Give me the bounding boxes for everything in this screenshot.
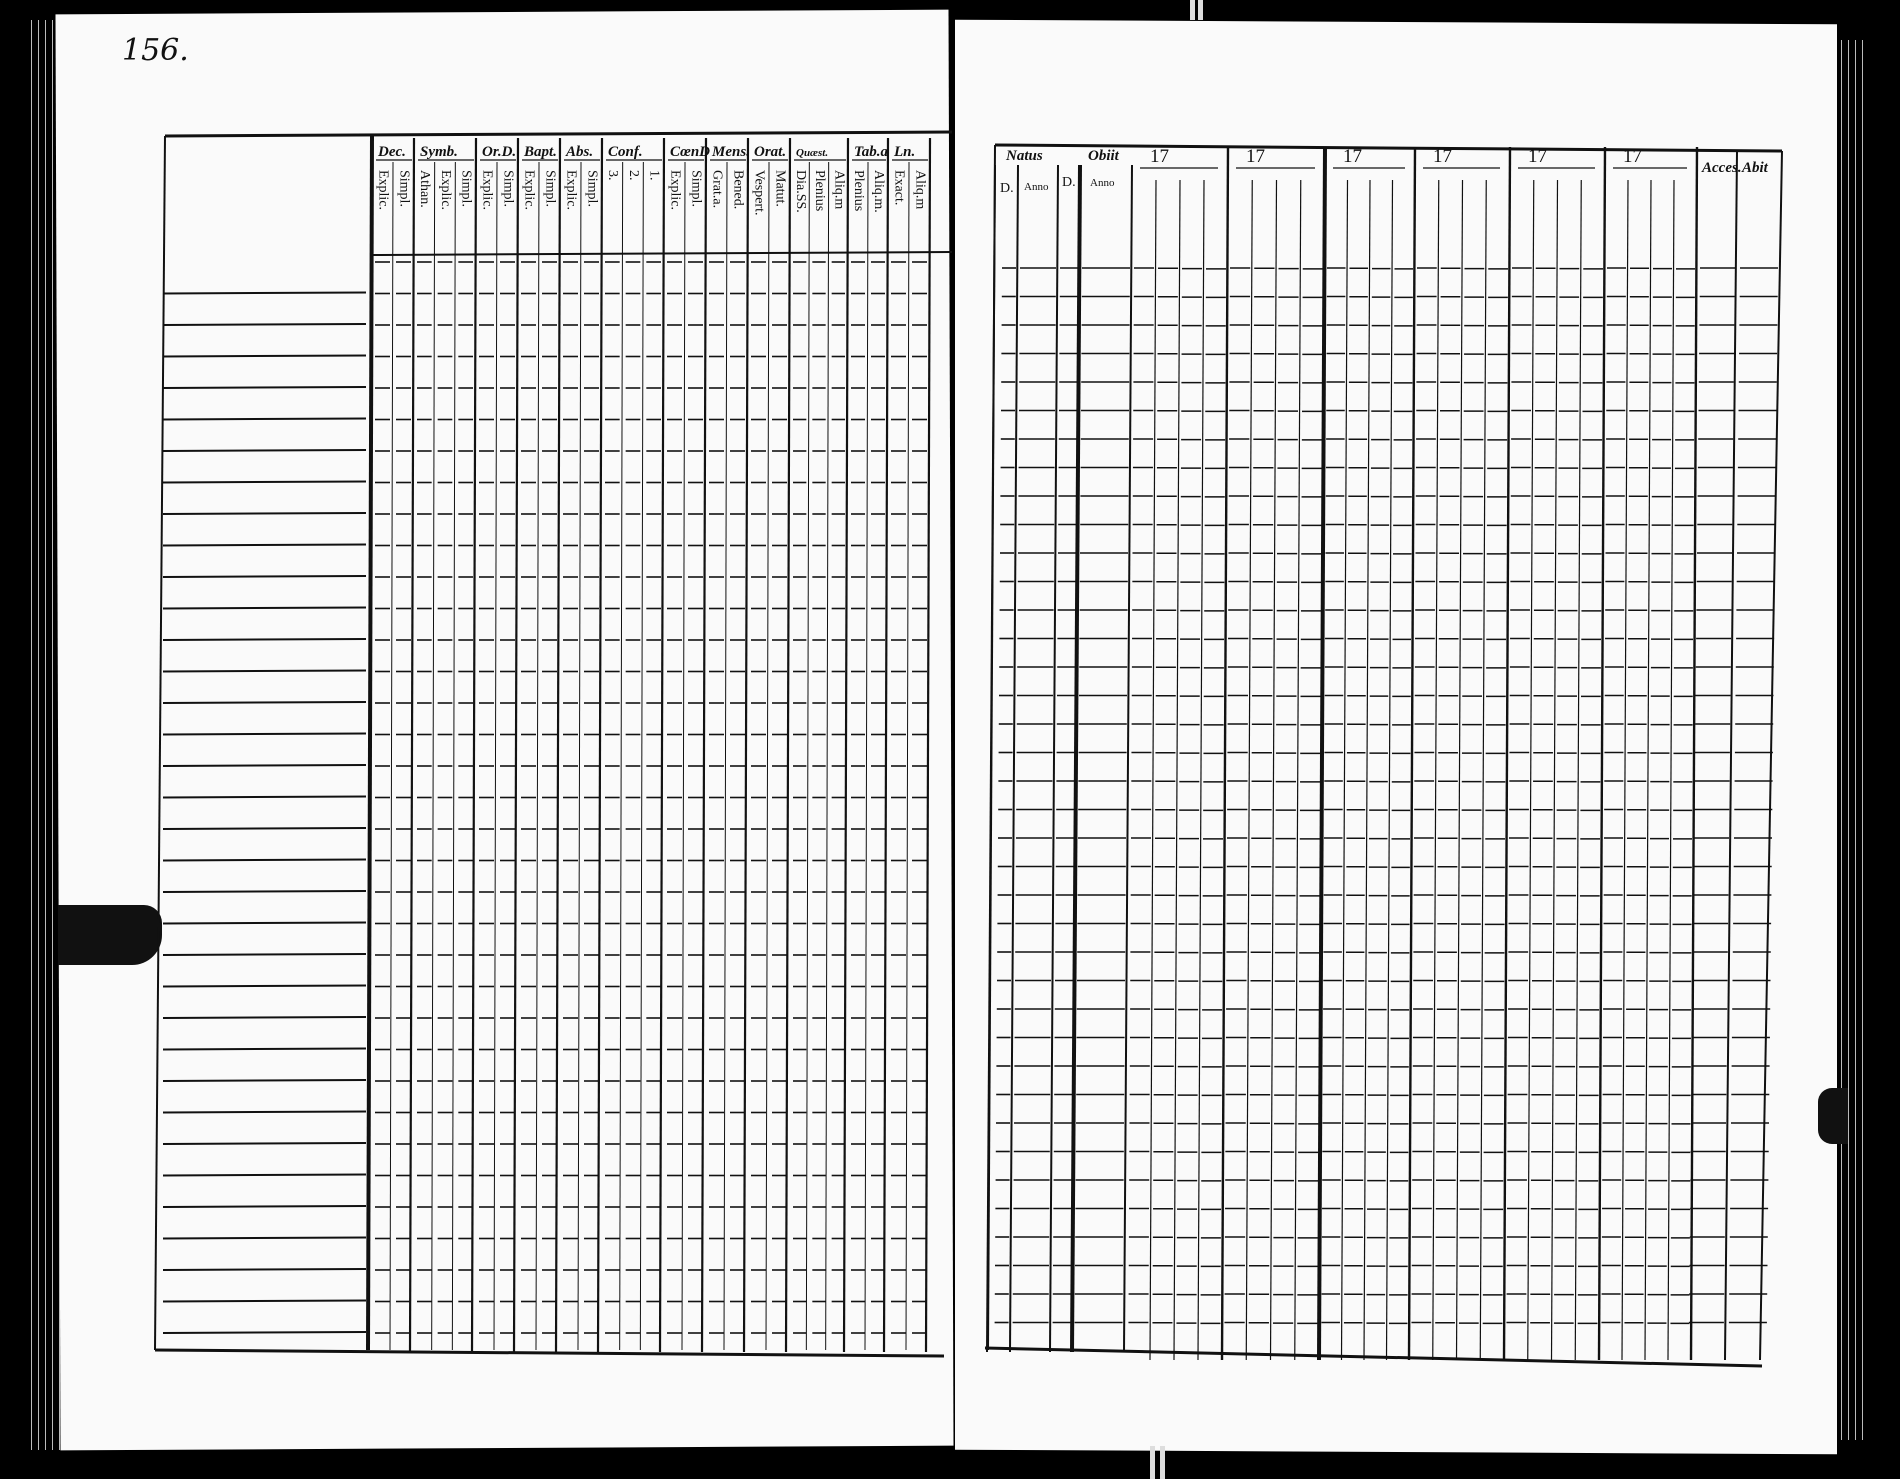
year-header-1: 17 (1246, 146, 1265, 167)
sub-column-divider (806, 162, 809, 1350)
sub-header-6-1: Simpl. (688, 170, 704, 207)
name-row-line (163, 608, 366, 609)
column-header-5: Conf. (608, 144, 643, 160)
sub-header-8-0: Vespert. (751, 170, 767, 216)
sub-column-divider (1342, 180, 1348, 1360)
acces-header: Acces. (1702, 160, 1742, 176)
birth-death-divider (1050, 165, 1058, 1352)
column-header-9: Quæst. (796, 147, 829, 159)
birth-death-divider (987, 165, 995, 1352)
name-row-line (163, 482, 366, 483)
sub-column-divider (1174, 180, 1180, 1360)
name-row-line (163, 986, 366, 987)
column-group-divider (410, 138, 414, 1352)
column-header-3: Bapt. (524, 144, 557, 160)
name-row-line (163, 1080, 366, 1081)
sub-column-divider (826, 162, 829, 1350)
name-row-line (163, 356, 366, 357)
sub-column-divider (390, 162, 393, 1350)
sub-column-divider (1645, 180, 1651, 1360)
name-row-line (163, 1143, 366, 1144)
sub-header-8-1: Matut. (772, 170, 788, 207)
page-number: 156. (122, 33, 189, 68)
obiit-year-header: Anno (1090, 177, 1115, 189)
sub-header-3-0: Explic. (521, 170, 537, 211)
sub-column-divider (1364, 180, 1370, 1360)
sub-header-1-0: Athan. (417, 170, 433, 208)
name-row-line (163, 1206, 366, 1207)
sub-header-6-0: Explic. (667, 170, 683, 211)
column-header-8: Orat. (754, 144, 787, 160)
sub-header-9-1: Plenius (812, 170, 828, 212)
year-header-0: 17 (1150, 146, 1169, 167)
birth-death-divider (1072, 165, 1080, 1352)
name-row-line (163, 576, 366, 577)
year-header-4: 17 (1528, 146, 1547, 167)
name-row-line (163, 639, 366, 640)
name-row-line (163, 1238, 366, 1239)
right-register-table (985, 145, 1782, 1366)
name-row-line (163, 734, 366, 735)
table-top-rule (165, 132, 952, 136)
name-row-line (163, 1049, 366, 1050)
sub-header-0-0: Explic. (375, 170, 391, 211)
column-group-divider (884, 138, 888, 1352)
table-right-rule (1760, 151, 1782, 1360)
obiit-header: Obiit (1088, 148, 1119, 164)
name-row-line (163, 891, 366, 892)
column-header-6: CœnD (670, 144, 711, 160)
column-header-1: Symb. (420, 144, 458, 160)
sub-column-divider (865, 162, 868, 1350)
name-row-line (163, 860, 366, 861)
column-group-divider (598, 138, 602, 1352)
sub-column-divider (620, 162, 623, 1350)
column-header-10: Tab.a (854, 144, 889, 160)
sub-column-divider (494, 162, 497, 1350)
sub-column-divider (1387, 180, 1393, 1360)
sub-column-divider (1198, 180, 1204, 1360)
sub-column-divider (1622, 180, 1628, 1360)
year-header-3: 17 (1433, 146, 1452, 167)
name-row-line (163, 1301, 366, 1302)
sub-column-divider (1480, 180, 1486, 1360)
sub-header-5-0: 3. (605, 170, 621, 181)
sub-column-divider (1271, 180, 1277, 1360)
sub-column-divider (640, 162, 643, 1350)
sub-column-divider (682, 162, 685, 1350)
obiit-day-header: D. (1062, 175, 1076, 190)
column-header-0: Dec. (378, 144, 406, 160)
birth-death-divider (1010, 165, 1018, 1352)
sub-column-divider (1528, 180, 1534, 1360)
name-row-line (163, 293, 366, 294)
name-row-line (163, 419, 366, 420)
column-header-4: Abs. (566, 144, 594, 160)
name-row-line (163, 1332, 366, 1333)
sub-column-divider (766, 162, 769, 1350)
header-bottom-rule (372, 252, 952, 255)
column-group-divider (514, 138, 518, 1352)
sub-header-1-2: Simpl. (458, 170, 474, 207)
name-row-line (163, 1269, 366, 1270)
name-row-line (163, 765, 366, 766)
sub-header-10-0: Plenius (851, 170, 866, 212)
sub-column-divider (1575, 180, 1581, 1360)
name-row-line (163, 324, 366, 325)
sub-column-divider (1246, 180, 1252, 1360)
abit-header: Abit (1742, 160, 1768, 176)
sub-header-11-1: Aliq.m (912, 170, 928, 210)
name-row-line (163, 1112, 366, 1113)
year-header-5: 17 (1623, 146, 1642, 167)
sub-header-0-1: Simpl. (396, 170, 412, 207)
column-header-11: Ln. (894, 144, 916, 160)
sub-column-divider (578, 162, 581, 1350)
sub-header-3-1: Simpl. (542, 170, 558, 207)
sub-column-divider (1433, 180, 1439, 1360)
sub-header-4-0: Explic. (563, 170, 579, 211)
natus-day-header: D. (1000, 181, 1014, 196)
sub-header-9-2: Aliq.m (831, 170, 847, 210)
name-row-line (163, 1175, 366, 1176)
name-row-line (163, 1017, 366, 1018)
sub-header-5-2: 1. (646, 170, 662, 181)
name-row-line (163, 702, 366, 703)
column-group-divider (702, 138, 706, 1352)
column-group-divider (556, 138, 560, 1352)
column-header-2: Or.D. (482, 144, 517, 160)
name-row-line (163, 954, 366, 955)
name-row-line (163, 828, 366, 829)
sub-column-divider (1457, 180, 1463, 1360)
sub-header-2-1: Simpl. (500, 170, 516, 207)
sub-column-divider (1295, 180, 1301, 1360)
sub-column-divider (432, 162, 435, 1350)
column-group-divider (786, 138, 790, 1352)
year-header-2: 17 (1343, 146, 1362, 167)
sub-header-9-0: Dia.SS. (792, 170, 808, 213)
sub-column-divider (452, 162, 455, 1350)
column-group-divider (472, 138, 476, 1352)
name-row-line (163, 387, 366, 388)
natus-header: Natus (1006, 148, 1043, 164)
sub-header-7-0: Grat.a. (709, 170, 725, 209)
column-header-7: Mens. (712, 144, 750, 160)
name-row-line (163, 797, 366, 798)
sub-column-divider (1668, 180, 1674, 1360)
name-row-line (163, 450, 366, 451)
table-left-rule (155, 136, 165, 1350)
sub-header-2-0: Explic. (479, 170, 495, 211)
table-bottom-rule (155, 1350, 944, 1356)
left-register-table (155, 132, 952, 1356)
sub-column-divider (1552, 180, 1558, 1360)
sub-header-4-1: Simpl. (584, 170, 600, 207)
name-row-line (163, 513, 366, 514)
name-row-line (163, 923, 366, 924)
name-row-line (163, 545, 366, 546)
sub-column-divider (906, 162, 909, 1350)
name-column-divider (368, 136, 372, 1350)
sub-header-11-0: Exact. (891, 170, 907, 206)
natus-year-header: Anno (1024, 181, 1049, 193)
column-group-divider (660, 138, 664, 1352)
acces-abit-divider (1725, 152, 1737, 1360)
birth-death-divider (1124, 165, 1132, 1352)
name-row-line (163, 671, 366, 672)
column-group-divider (844, 138, 848, 1352)
sub-column-divider (1150, 180, 1156, 1360)
column-group-divider (744, 138, 748, 1352)
sub-header-7-1: Bened. (730, 170, 746, 210)
sub-column-divider (536, 162, 539, 1350)
sub-header-1-1: Explic. (437, 170, 453, 211)
sub-header-10-1: Aliq.m. (871, 170, 886, 213)
sub-header-5-1: 2. (625, 170, 641, 181)
column-group-divider (926, 138, 930, 1352)
sub-column-divider (724, 162, 727, 1350)
